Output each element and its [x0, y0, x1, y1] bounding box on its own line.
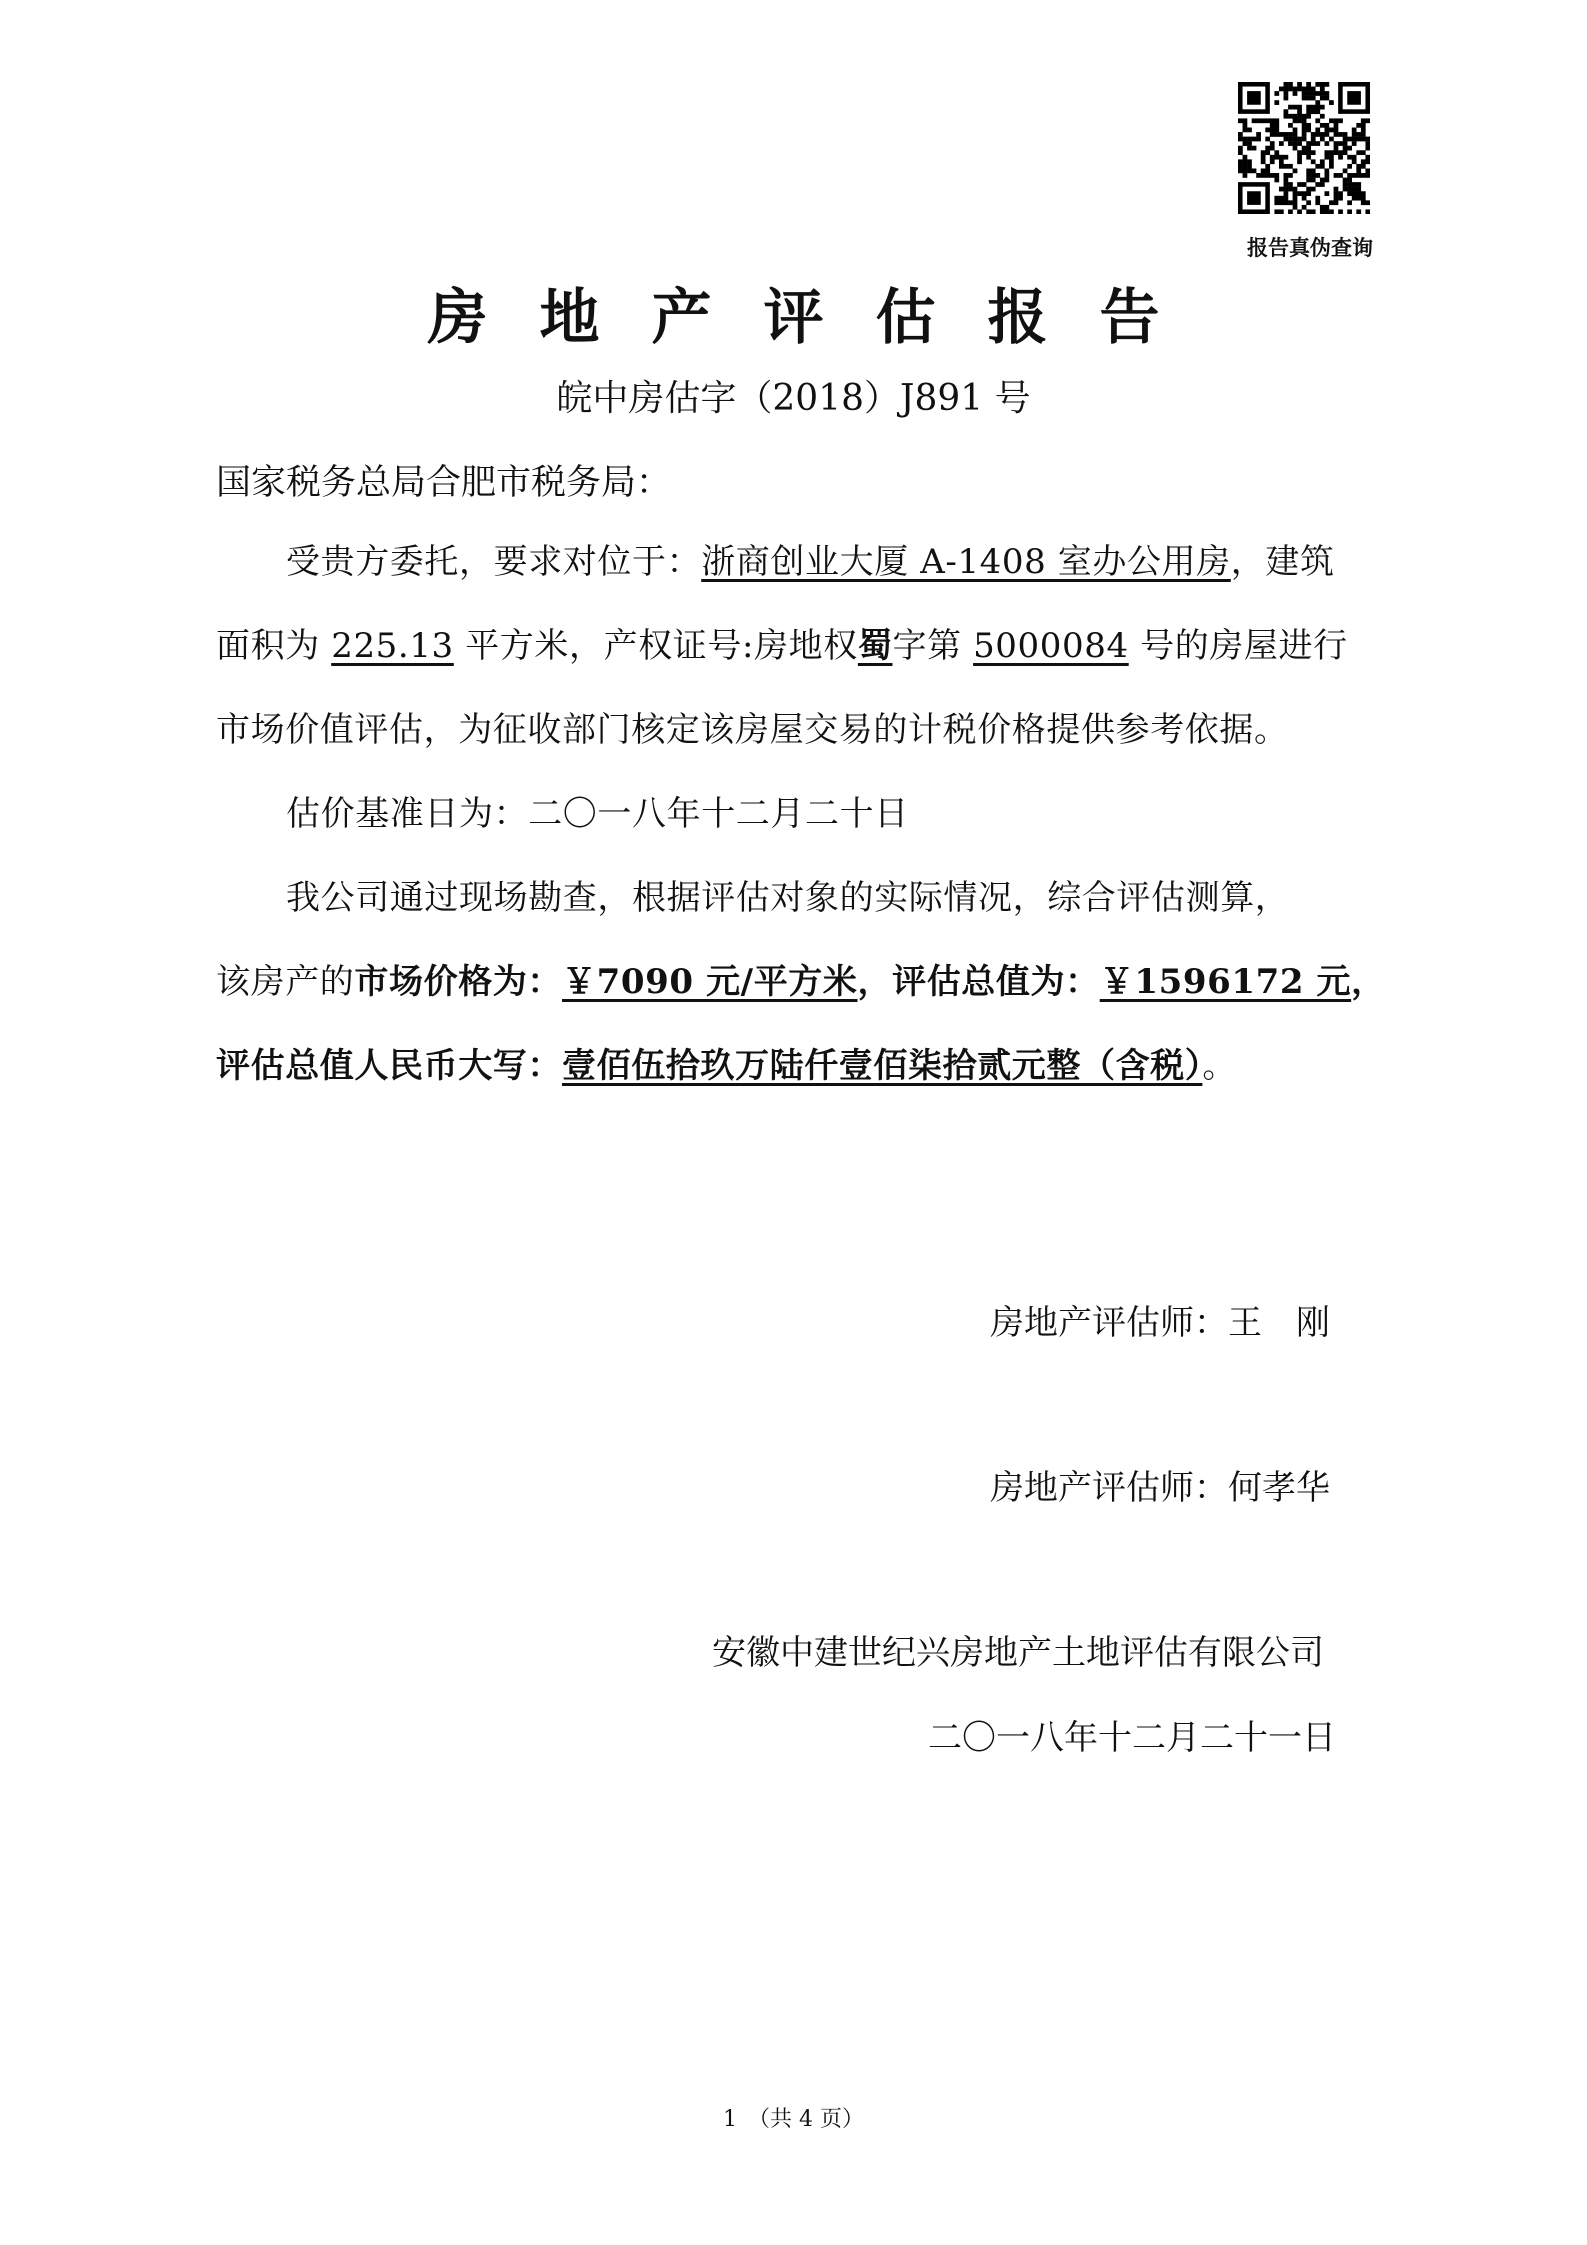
total-value: ￥1596172 元 [1099, 962, 1352, 1002]
addressee: 国家税务总局合肥市税务局： [216, 463, 672, 503]
text-fragment: 受贵方委托，要求对位于： [286, 542, 702, 582]
paragraph-commission [216, 520, 1386, 772]
building-area: 225.13 [331, 626, 454, 666]
text-fragment: 平方米，产权证号:房地权 [453, 626, 858, 666]
text-fragment: ， [857, 962, 893, 1002]
qr-caption: 报告真伪查询 [1247, 236, 1373, 260]
paragraph-line: 市场价值评估，为征收部门核定该房屋交易的计税价格提供参考依据。 [216, 710, 1289, 750]
total-value-label: 评估总值为： [892, 962, 1100, 1002]
paragraph-line [216, 940, 1386, 1024]
text-fragment: ，建筑 [1230, 542, 1335, 582]
paragraph-line [216, 1024, 1386, 1108]
paragraph-line: 我公司通过现场勘查，根据评估对象的实际情况，综合评估测算， [286, 878, 1290, 918]
document-number: 皖中房估字（2018）J891 号 [556, 378, 1031, 419]
appraiser-signature-2: 房地产评估师：何孝华 [990, 1468, 1330, 1508]
company-name: 安徽中建世纪兴房地产土地评估有限公司 [712, 1633, 1324, 1673]
paragraph-line [216, 604, 1386, 688]
paragraph-line [216, 520, 1386, 604]
base-date-text: 估价基准日为：二〇一八年十二月二十日 [286, 794, 909, 834]
property-location: 浙商创业大厦 A-1408 室办公用房 [701, 542, 1231, 582]
text-fragment: 该房产的 [216, 962, 355, 1002]
page-title: 房地产评估报告 [427, 283, 1212, 353]
text-fragment: 。 [1202, 1046, 1238, 1086]
issue-date: 二〇一八年十二月二十一日 [928, 1718, 1336, 1758]
text-fragment: 号的房屋进行 [1128, 626, 1348, 666]
text-fragment: 面积为 [216, 626, 332, 666]
appraiser-signature-1: 房地产评估师：王 刚 [990, 1303, 1330, 1343]
unit-price-label: 市场价格为： [354, 962, 563, 1002]
qr-code-icon[interactable] [1238, 82, 1370, 214]
district-char: 蜀 [857, 626, 893, 666]
total-words-label: 评估总值人民币大写： [216, 1046, 562, 1086]
valuation-base-date [216, 772, 1386, 856]
paragraph-result [216, 856, 1386, 1108]
unit-price: ￥7090 元/平方米 [562, 962, 858, 1002]
text-fragment: 字第 [892, 626, 974, 666]
page-number: 1 （共 4 页） [723, 2107, 864, 2132]
text-fragment: ， [1351, 962, 1386, 1002]
total-value-words: 壹佰伍拾玖万陆仟壹佰柒拾贰元整（含税） [562, 1046, 1203, 1086]
certificate-number: 5000084 [973, 626, 1129, 666]
